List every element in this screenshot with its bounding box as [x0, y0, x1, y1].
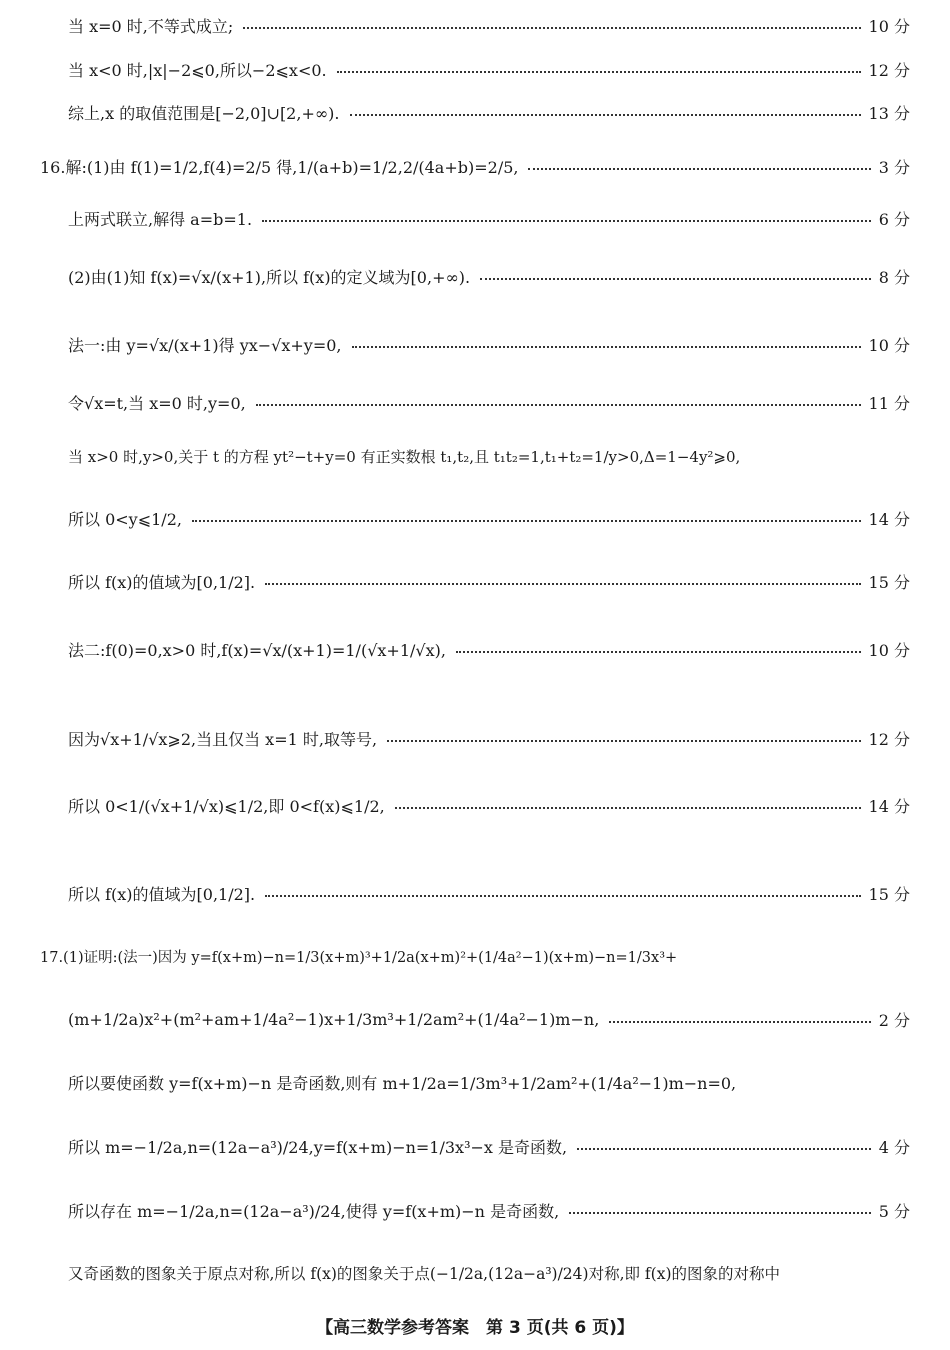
score-label: 15 分: [868, 885, 910, 904]
answer-text: 又奇函数的图象关于原点对称,所以 f(x)的图象关于点(−1/2a,(12a−a³)/24)对称,即 f(x)的图象的对称中: [68, 1265, 780, 1283]
leader-dots: [480, 278, 871, 280]
answer-text: 法一:由 y=√x/(x+1)得 yx−√x+y=0,: [68, 336, 342, 355]
score-label: 12 分: [868, 730, 910, 749]
answer-text: 当 x<0 时,|x|−2⩽0,所以−2⩽x<0.: [68, 61, 327, 80]
answer-line: [68, 101, 910, 124]
score-label: 4 分: [878, 1138, 910, 1157]
answer-text: 令√x=t,当 x=0 时,y=0,: [68, 394, 246, 413]
answer-text: 所以要使函数 y=f(x+m)−n 是奇函数,则有 m+1/2a=1/3m³+1/2am²+(1/4a²−1)m−n=0,: [68, 1074, 737, 1093]
score-label: 14 分: [868, 797, 910, 816]
answer-line: [68, 1199, 910, 1222]
answer-text: 17.(1)证明:(法一)因为 y=f(x+m)−n=1/3(x+m)³+1/2a(x+m)²+(1/4a²−1)(x+m)−n=1/3x³+: [40, 950, 678, 966]
answer-line: [68, 391, 910, 414]
score-label: 3 分: [878, 158, 910, 177]
answer-line: [68, 58, 910, 81]
score-label: 15 分: [868, 573, 910, 592]
answer-text: 因为√x+1/√x⩾2,当且仅当 x=1 时,取等号,: [68, 730, 378, 749]
answer-line: [68, 14, 910, 37]
answer-line: [68, 1071, 910, 1094]
score-label: 13 分: [868, 104, 910, 123]
answer-text: (m+1/2a)x²+(m²+am+1/4a²−1)x+1/3m³+1/2am²+(1/4a²−1)m−n,: [68, 1010, 600, 1029]
answer-text: 法二:f(0)=0,x>0 时,f(x)=√x/(x+1)=1/(√x+1/√x),: [68, 641, 446, 660]
leader-dots: [262, 220, 871, 222]
answer-text: 当 x>0 时,y>0,关于 t 的方程 yt²−t+y=0 有正实数根 t₁,t₂,且 t₁t₂=1,t₁+t₂=1/y>0,Δ=1−4y²⩾0,: [68, 448, 741, 466]
answer-line: [68, 638, 910, 661]
answer-text: 所以 m=−1/2a,n=(12a−a³)/24,y=f(x+m)−n=1/3x³−x 是奇函数,: [68, 1138, 568, 1157]
leader-dots: [577, 1148, 871, 1150]
leader-dots: [265, 583, 860, 585]
score-label: 10 分: [868, 17, 910, 36]
leader-dots: [352, 346, 861, 348]
answer-line: [68, 333, 910, 356]
answer-line: [40, 155, 910, 178]
leader-dots: [456, 651, 861, 653]
answer-text: 所以存在 m=−1/2a,n=(12a−a³)/24,使得 y=f(x+m)−n 是奇函数,: [68, 1202, 560, 1221]
answer-line: [68, 794, 910, 817]
leader-dots: [609, 1021, 870, 1023]
leader-dots: [528, 168, 870, 170]
leader-dots: [569, 1212, 871, 1214]
answer-text: 所以 f(x)的值域为[0,1/2].: [68, 573, 256, 592]
answer-line: [68, 570, 910, 593]
leader-dots: [387, 740, 861, 742]
leader-dots: [350, 114, 861, 116]
leader-dots: [256, 404, 861, 406]
answer-text: 所以 f(x)的值域为[0,1/2].: [68, 885, 256, 904]
answer-text: 所以 0<y⩽1/2,: [68, 510, 182, 529]
answer-line: [68, 1135, 910, 1158]
score-label: 12 分: [868, 61, 910, 80]
answer-text: 16.解:(1)由 f(1)=1/2,f(4)=2/5 得,1/(a+b)=1/2,2/(4a+b)=2/5,: [40, 158, 519, 177]
answer-line: [68, 1262, 910, 1284]
leader-dots: [337, 71, 861, 73]
answer-line: [68, 507, 910, 530]
answer-text: 上两式联立,解得 a=b=1.: [68, 210, 253, 229]
leader-dots: [265, 895, 860, 897]
answer-line: [68, 207, 910, 230]
score-label: 6 分: [878, 210, 910, 229]
answer-line: [68, 265, 910, 288]
score-label: 2 分: [878, 1011, 910, 1030]
answer-text: 综上,x 的取值范围是[−2,0]∪[2,+∞).: [68, 104, 340, 123]
score-label: 8 分: [878, 268, 910, 287]
leader-dots: [243, 27, 860, 29]
answer-line: [68, 446, 910, 467]
answer-line: [68, 1008, 910, 1031]
score-label: 5 分: [878, 1202, 910, 1221]
answer-text: 当 x=0 时,不等式成立;: [68, 17, 234, 36]
leader-dots: [192, 520, 861, 522]
leader-dots: [395, 807, 861, 809]
score-label: 10 分: [868, 336, 910, 355]
score-label: 10 分: [868, 641, 910, 660]
answer-text: 所以 0<1/(√x+1/√x)⩽1/2,即 0<f(x)⩽1/2,: [68, 797, 385, 816]
answer-line: [40, 946, 910, 967]
answer-text: (2)由(1)知 f(x)=√x/(x+1),所以 f(x)的定义域为[0,+∞).: [68, 268, 471, 287]
answer-line: [68, 727, 910, 750]
score-label: 11 分: [868, 394, 910, 413]
page-footer: 【高三数学参考答案 第 3 页(共 6 页)】: [316, 1318, 634, 1338]
answer-line: [68, 882, 910, 905]
score-label: 14 分: [868, 510, 910, 529]
